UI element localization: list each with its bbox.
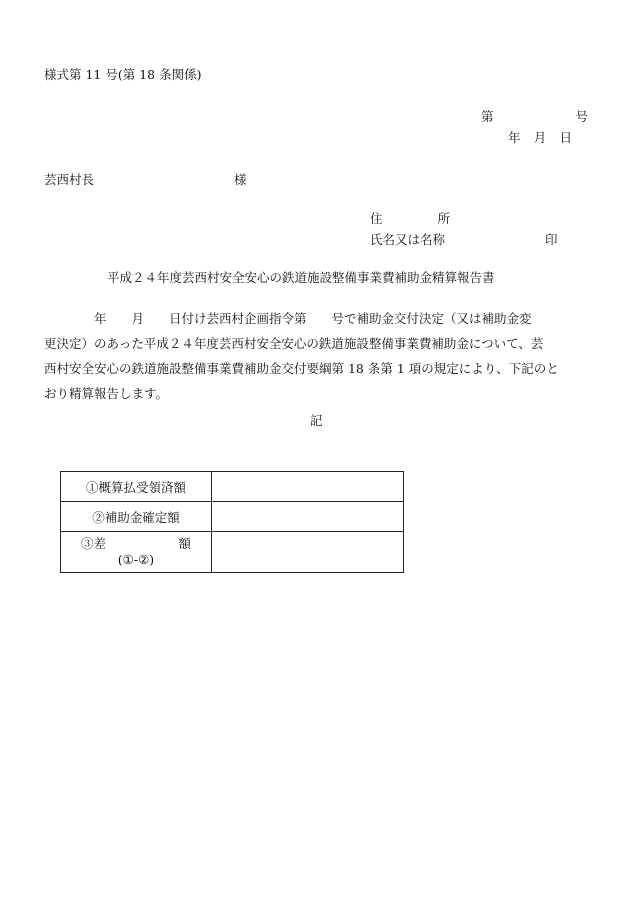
ki-heading: 記 (310, 413, 323, 428)
document-number (481, 111, 588, 124)
applicant-address-label (370, 213, 450, 226)
document-title: 平成２４年度芸西村安全安心の鉄道施設整備事業費補助金精算報告書 (107, 270, 495, 285)
document-date (508, 132, 572, 145)
table-row (61, 502, 404, 532)
row-value-confirmed-amount (212, 502, 404, 532)
difference-label (81, 536, 191, 552)
row-label-approx-received: ①概算払受領済額 (61, 472, 212, 502)
table-row (61, 532, 404, 573)
addressee-title: 芸西村長 (44, 172, 95, 187)
addressee-honorific: 様 (234, 172, 247, 187)
body-paragraph (44, 306, 592, 406)
applicant-name-label: 氏名又は名称 (370, 232, 446, 247)
date-month: 月 (533, 130, 547, 145)
row-value-difference (212, 532, 404, 573)
seal-mark: 印 (545, 232, 558, 247)
document-number-prefix: 第 (481, 109, 494, 124)
form-style-number: 様式第 11 号(第 18 条関係) (44, 67, 202, 82)
difference-label-part2: 額 (178, 536, 191, 551)
row-label-confirmed-amount: ②補助金確定額 (61, 502, 212, 532)
date-year: 年 (508, 130, 521, 145)
table-row (61, 472, 404, 502)
settlement-table (60, 471, 404, 573)
body-line-3: 西村安全安心の鉄道施設整備事業費補助金交付要綱第 18 条第 1 項の規定により、下記のと (44, 361, 559, 376)
date-day: 日 (559, 130, 572, 145)
row-value-approx-received (212, 472, 404, 502)
document-number-suffix: 号 (575, 109, 588, 124)
body-line-4: おり精算報告します。 (44, 386, 169, 401)
difference-label-part1: ③差 (81, 536, 107, 551)
body-line-1: 年 月 日付け芸西村企画指令第 号で補助金交付決定（又は補助金変 (44, 311, 532, 326)
row-label-difference (61, 532, 212, 573)
body-line-2: 更決定）のあった平成２４年度芸西村安全安心の鉄道施設整備事業費補助金について、芸 (44, 336, 544, 351)
difference-formula: (①-②) (117, 552, 155, 567)
address-label-part2: 所 (437, 211, 450, 226)
address-label-part1: 住 (370, 211, 383, 226)
